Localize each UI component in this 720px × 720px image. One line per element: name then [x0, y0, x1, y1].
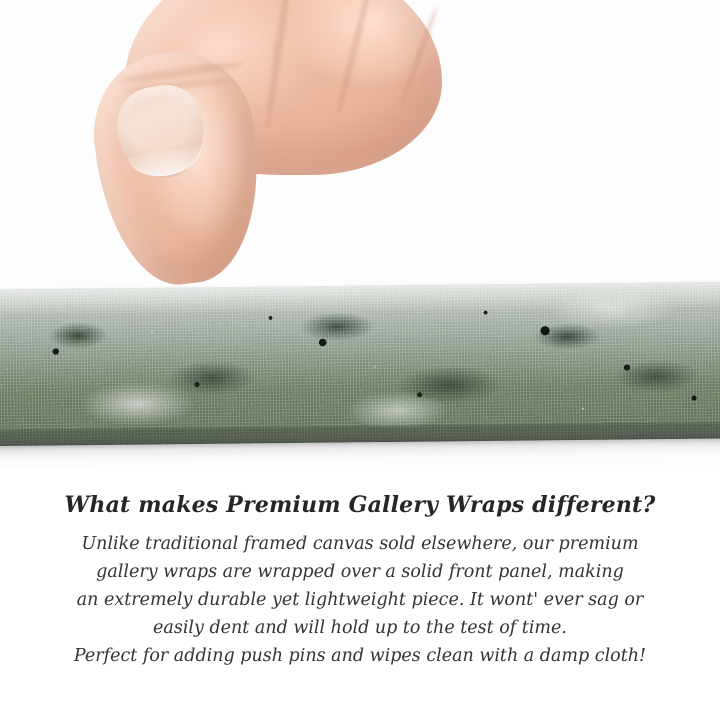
caption-body	[46, 530, 674, 670]
knuckle-crease-icon	[264, 0, 293, 128]
caption-line: an extremely durable yet lightweight piece. It wont' ever sag or	[76, 590, 644, 610]
caption-line: Unlike traditional framed canvas sold elsewhere, our premium	[81, 534, 639, 554]
caption-heading: What makes Premium Gallery Wraps different?	[64, 492, 656, 518]
hand-illustration	[88, 0, 448, 310]
canvas-edge-strip	[0, 282, 720, 446]
caption-block	[0, 492, 720, 670]
knuckle-crease-icon	[334, 0, 373, 117]
caption-line: Perfect for adding push pins and wipes clean with a damp cloth!	[73, 646, 647, 666]
caption-line: easily dent and will hold up to the test of time.	[153, 618, 567, 638]
knuckle-crease-icon	[398, 6, 439, 106]
caption-line: gallery wraps are wrapped over a solid front panel, making	[96, 562, 624, 582]
